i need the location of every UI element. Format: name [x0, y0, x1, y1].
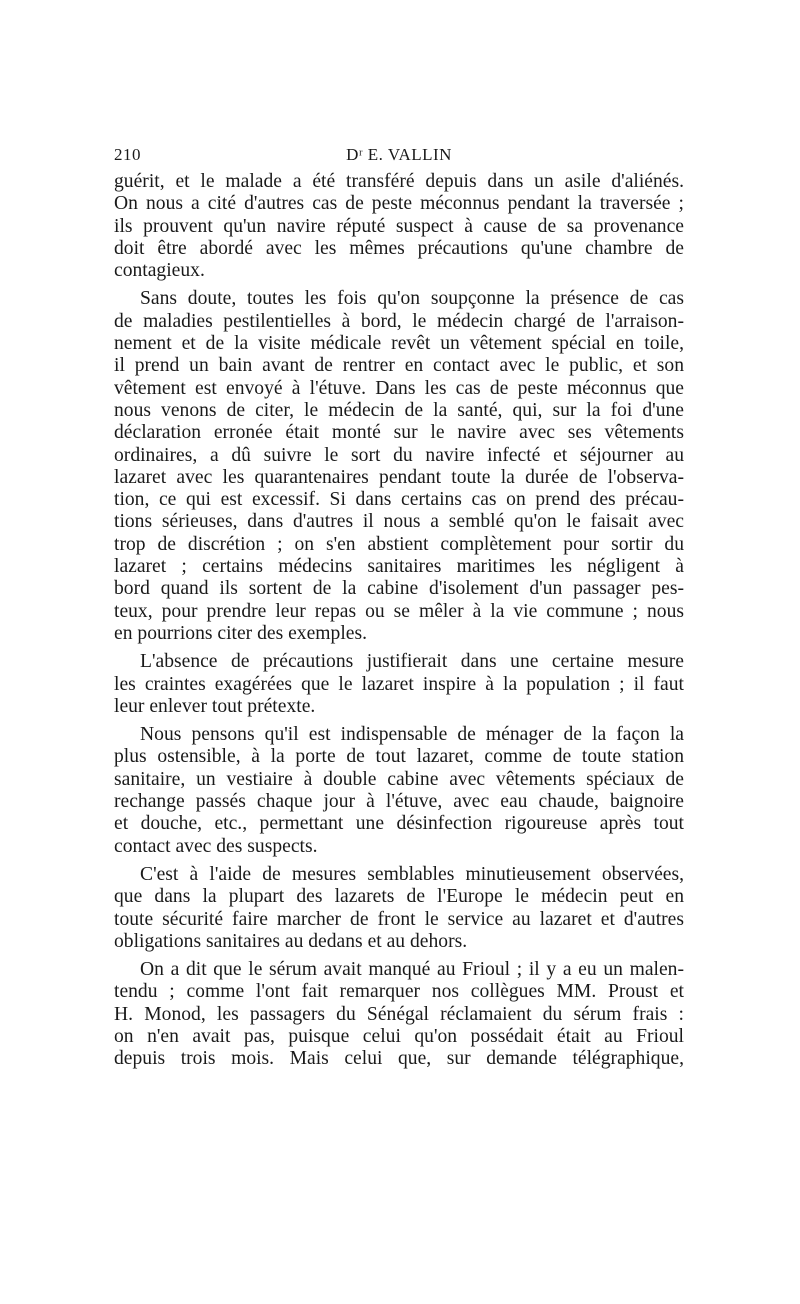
text-line: bord quand ils sortent de la cabine d'isolement d'un passager pes-	[114, 578, 684, 600]
text-line: L'absence de précautions justifierait dans une certaine mesure	[140, 651, 684, 673]
text-line: On a dit que le sérum avait manqué au Frioul ; il y a eu un malen-	[140, 959, 684, 981]
text-line: toute sécurité faire marcher de front le service au lazaret et d'autres	[114, 908, 684, 930]
text-line: et douche, etc., permettant une désinfection rigoureuse après tout	[114, 813, 684, 835]
text-line: C'est à l'aide de mesures semblables minutieusement observées,	[140, 863, 684, 885]
paragraph	[114, 864, 684, 953]
text-line: lazaret avec les quarantenaires pendant toute la durée de l'observa-	[114, 466, 684, 488]
text-line: lazaret ; certains médecins sanitaires maritimes les négligent à	[114, 556, 684, 578]
text-line: contagieux.	[114, 260, 205, 282]
text-line: leur enlever tout prétexte.	[114, 695, 316, 717]
text-line: rechange passés chaque jour à l'étuve, avec eau chaude, baignoire	[114, 791, 684, 813]
paragraph	[114, 288, 684, 645]
text-line: sanitaire, un vestiaire à double cabine avec vêtements spéciaux de	[114, 768, 684, 790]
text-line: nous venons de citer, le médecin de la santé, qui, sur la foi d'une	[114, 399, 684, 421]
paragraph	[114, 724, 684, 858]
text-line: nement et de la visite médicale revêt un vêtement spécial en toile,	[114, 333, 684, 355]
text-line: il prend un bain avant de rentrer en contact avec le public, et son	[114, 355, 684, 377]
running-head	[114, 145, 684, 171]
paragraph	[114, 651, 684, 718]
text-line: H. Monod, les passagers du Sénégal réclamaient du sérum frais :	[114, 1003, 684, 1025]
text-line: tion, ce qui est excessif. Si dans certains cas on prend des précau-	[114, 489, 684, 511]
page-number: 210	[114, 145, 141, 164]
text-line: ordinaires, a dû suivre le sort du navire infecté et séjourner au	[114, 444, 684, 466]
running-title: Dʳ E. VALLIN	[346, 145, 452, 164]
text-line: Nous pensons qu'il est indispensable de ménager de la façon la	[140, 724, 684, 746]
text-line: teux, pour prendre leur repas ou se mêler à la vie commune ; nous	[114, 600, 684, 622]
paragraph	[114, 171, 684, 282]
text-line: contact avec des suspects.	[114, 835, 318, 857]
text-line: déclaration erronée était monté sur le navire avec ses vêtements	[114, 422, 684, 444]
text-line: guérit, et le malade a été transféré depuis dans un asile d'aliénés.	[114, 171, 684, 192]
text-line: en pourrions citer des exemples.	[114, 622, 368, 644]
page	[114, 145, 684, 1071]
text-line: de maladies pestilentielles à bord, le médecin chargé de l'arraison-	[114, 310, 684, 332]
text-line: depuis trois mois. Mais celui que, sur demande télégraphique,	[114, 1048, 684, 1070]
text-line: ils prouvent qu'un navire réputé suspect à cause de sa provenance	[114, 215, 684, 237]
text-line: plus ostensible, à la porte de tout lazaret, comme de toute station	[114, 746, 684, 768]
text-line: vêtement est envoyé à l'étuve. Dans les cas de peste méconnus que	[114, 377, 684, 399]
text-line: les craintes exagérées que le lazaret inspire à la population ; il faut	[114, 673, 684, 695]
text-line: On nous a cité d'autres cas de peste méconnus pendant la traversée ;	[114, 193, 684, 215]
text-line: doit être abordé avec les mêmes précautions qu'une chambre de	[114, 237, 684, 259]
text-line: obligations sanitaires au dedans et au dehors.	[114, 930, 468, 952]
text-line: Sans doute, toutes les fois qu'on soupçonne la présence de cas	[140, 288, 684, 310]
paragraph	[114, 959, 684, 1070]
text-line: on n'en avait pas, puisque celui qu'on possédait était au Frioul	[114, 1025, 684, 1047]
body-text	[114, 171, 684, 1071]
text-line: tendu ; comme l'ont fait remarquer nos collègues MM. Proust et	[114, 981, 684, 1003]
text-line: que dans la plupart des lazarets de l'Europe le médecin peut en	[114, 886, 684, 908]
text-line: tions sérieuses, dans d'autres il nous a semblé qu'on le faisait avec	[114, 511, 684, 533]
text-line: trop de discrétion ; on s'en abstient complètement pour sortir du	[114, 533, 684, 555]
